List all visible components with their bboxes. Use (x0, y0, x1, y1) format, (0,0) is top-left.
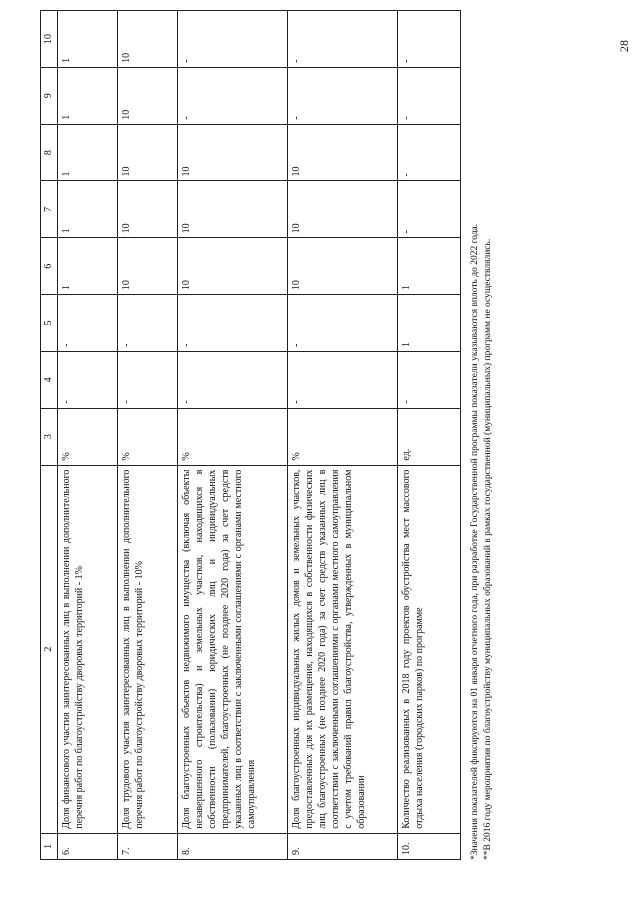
value-cell: - (398, 181, 461, 238)
unit-cell: % (58, 408, 118, 465)
value-cell: - (118, 351, 178, 408)
row-number: 8. (178, 833, 288, 859)
table-row (178, 11, 288, 860)
header-cell: 9 (41, 67, 58, 124)
value-cell: - (178, 67, 288, 124)
value-cell: 1 (58, 181, 118, 238)
header-cell: 4 (41, 351, 58, 408)
header-cell: 6 (41, 238, 58, 295)
value-cell: 10 (288, 124, 398, 181)
indicator-description: Доля благоустроенных индивидуальных жилых домов и земельных участков, предоставленных для их размещения, находящихся в собственности физических лиц благоустроенных (не позднее 2020 года) за счет средств указанных лиц в соответствии с заключенными соглашениями с органами местного самоуправления с учетом требований правил благоустройства, утвержденных в муниципальном образовании (288, 465, 398, 833)
header-cell: 10 (41, 11, 58, 68)
unit-cell: % (288, 408, 398, 465)
value-cell: - (398, 11, 461, 68)
value-cell: 10 (118, 11, 178, 68)
header-cell: 7 (41, 181, 58, 238)
indicator-description: Доля трудового участия заинтересованных лиц в выполнении дополнительного перечня работ по благоустройству дворовых территорий - 10% (118, 465, 178, 833)
table-row (398, 11, 461, 860)
value-cell: - (398, 351, 461, 408)
value-cell: - (398, 67, 461, 124)
value-cell: 1 (398, 238, 461, 295)
value-cell: - (288, 11, 398, 68)
value-cell: 10 (118, 181, 178, 238)
value-cell: 10 (178, 238, 288, 295)
value-cell: 10 (288, 181, 398, 238)
row-number: 6. (58, 833, 118, 859)
value-cell: - (178, 11, 288, 68)
value-cell: 10 (178, 124, 288, 181)
value-cell: - (118, 295, 178, 352)
unit-cell: ед. (398, 408, 461, 465)
header-cell: 2 (41, 465, 58, 833)
value-cell: - (178, 351, 288, 408)
row-number: 7. (118, 833, 178, 859)
value-cell: 10 (178, 181, 288, 238)
page-number: 28 (617, 40, 631, 52)
value-cell: - (58, 295, 118, 352)
table-row (118, 11, 178, 860)
header-cell: 3 (41, 408, 58, 465)
row-number: 9. (288, 833, 398, 859)
value-cell: 1 (58, 11, 118, 68)
indicators-table (40, 10, 461, 860)
header-cell: 5 (41, 295, 58, 352)
footnote: *Значения показателей фиксируются на 01 января отчетного года, при разработке Государственной программы показатели указываются вплоть до 2022 года. (470, 223, 480, 860)
value-cell: - (398, 124, 461, 181)
value-cell: - (288, 351, 398, 408)
table-row (58, 11, 118, 860)
table-header-row (41, 11, 58, 860)
value-cell: 1 (58, 67, 118, 124)
value-cell: 10 (118, 67, 178, 124)
header-cell: 8 (41, 124, 58, 181)
value-cell: 1 (58, 124, 118, 181)
value-cell: 10 (118, 238, 178, 295)
value-cell: - (58, 351, 118, 408)
value-cell: 1 (58, 238, 118, 295)
row-number: 10. (398, 833, 461, 859)
value-cell: - (178, 295, 288, 352)
header-cell: 1 (41, 833, 58, 859)
footnote: **В 2016 году мероприятия по благоустройству муниципальных образований в рамках государственной (муниципальных) программ не осуществлялись. (483, 238, 493, 860)
value-cell: - (288, 295, 398, 352)
indicator-description: Доля благоустроенных объектов недвижимого имущества (включая объекты незавершенного строительства) и земельных участков, находящихся в собственности (пользовании) юридических лиц и индивидуальных предпринимателей, благоустроенных (не позднее 2020 года) за счет средств указанных лиц в соответствии с заключенными соглашениями с органами местного самоуправления (178, 465, 288, 833)
value-cell: 1 (398, 295, 461, 352)
value-cell: 10 (118, 124, 178, 181)
unit-cell: % (178, 408, 288, 465)
unit-cell: % (118, 408, 178, 465)
value-cell: - (288, 67, 398, 124)
indicator-description: Количество реализованных в 2018 году проектов обустройства мест массового отдыха населения (городских парков) по программе (398, 465, 461, 833)
table-row (288, 11, 398, 860)
indicator-description: Доля финансового участия заинтересованных лиц в выполнении дополнительного перечня работ по благоустройству дворовых территорий - 1% (58, 465, 118, 833)
value-cell: 10 (288, 238, 398, 295)
